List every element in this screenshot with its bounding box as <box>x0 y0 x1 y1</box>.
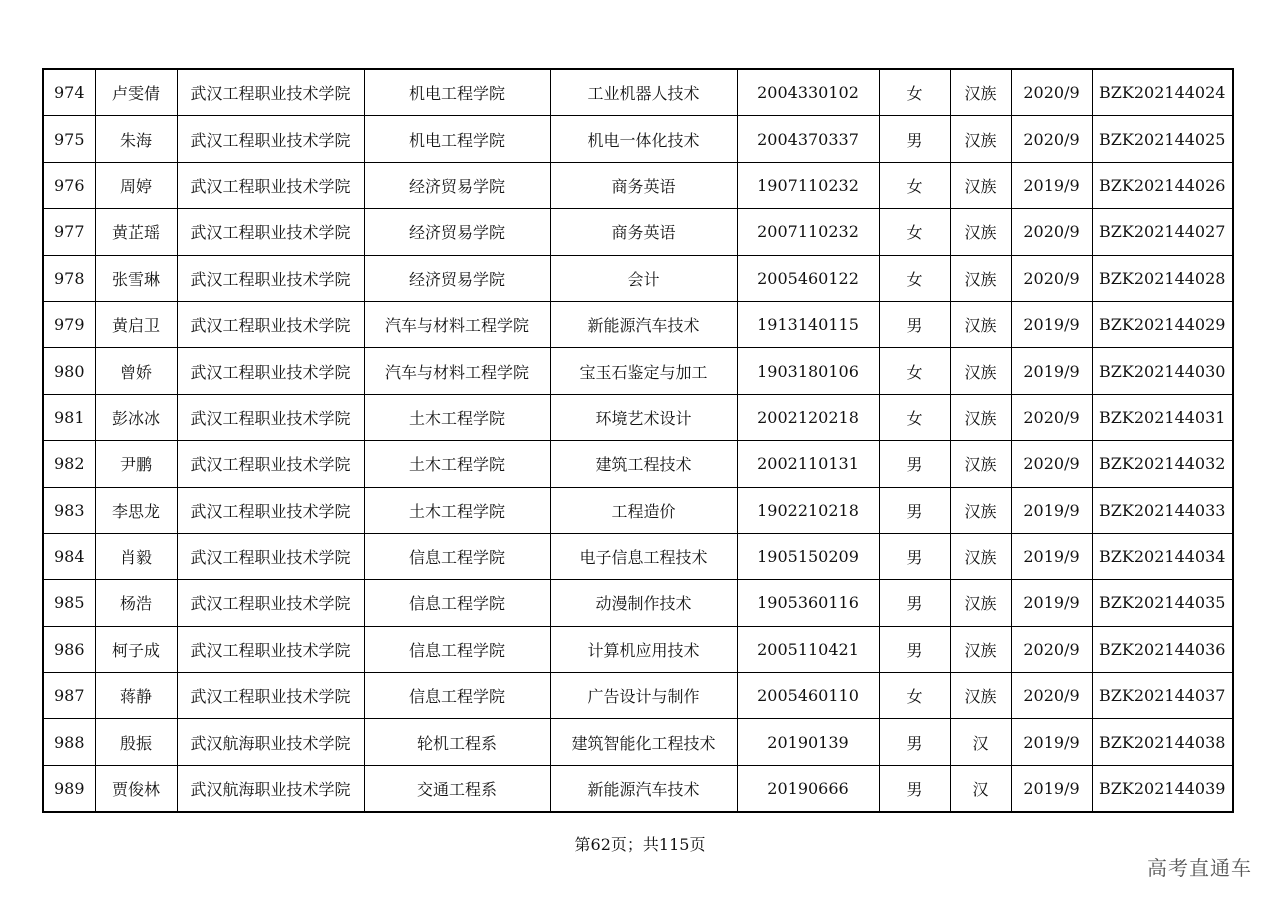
enrollment-date-cell: 2020/9 <box>1011 673 1092 719</box>
serial-number-cell: 983 <box>43 487 95 533</box>
school-cell: 武汉工程职业技术学院 <box>177 394 364 440</box>
table-row <box>43 394 1233 440</box>
gender-cell: 男 <box>879 301 950 347</box>
table-row <box>43 255 1233 301</box>
student-id-cell: 2002120218 <box>737 394 879 440</box>
enrollment-date-cell: 2019/9 <box>1011 580 1092 626</box>
certificate-number-cell: BZK202144034 <box>1092 533 1233 579</box>
gender-cell: 男 <box>879 487 950 533</box>
student-id-cell: 2004330102 <box>737 69 879 116</box>
student-name-cell: 彭冰冰 <box>95 394 177 440</box>
ethnicity-cell: 汉族 <box>950 116 1011 162</box>
enrollment-date-cell: 2019/9 <box>1011 348 1092 394</box>
student-id-cell: 2002110131 <box>737 441 879 487</box>
serial-number-cell: 987 <box>43 673 95 719</box>
ethnicity-cell: 汉族 <box>950 69 1011 116</box>
school-cell: 武汉工程职业技术学院 <box>177 348 364 394</box>
student-name-cell: 张雪琳 <box>95 255 177 301</box>
department-cell: 信息工程学院 <box>364 580 550 626</box>
student-id-cell: 1903180106 <box>737 348 879 394</box>
major-cell: 宝玉石鉴定与加工 <box>550 348 737 394</box>
table-row <box>43 533 1233 579</box>
ethnicity-cell: 汉族 <box>950 209 1011 255</box>
student-id-cell: 1905360116 <box>737 580 879 626</box>
major-cell: 新能源汽车技术 <box>550 765 737 812</box>
student-id-cell: 20190666 <box>737 765 879 812</box>
school-cell: 武汉工程职业技术学院 <box>177 162 364 208</box>
major-cell: 电子信息工程技术 <box>550 533 737 579</box>
student-id-cell: 1902210218 <box>737 487 879 533</box>
gender-cell: 男 <box>879 533 950 579</box>
department-cell: 土木工程学院 <box>364 487 550 533</box>
student-id-cell: 2005110421 <box>737 626 879 672</box>
serial-number-cell: 981 <box>43 394 95 440</box>
ethnicity-cell: 汉族 <box>950 441 1011 487</box>
student-name-cell: 黄启卫 <box>95 301 177 347</box>
student-id-cell: 2007110232 <box>737 209 879 255</box>
major-cell: 机电一体化技术 <box>550 116 737 162</box>
certificate-number-cell: BZK202144029 <box>1092 301 1233 347</box>
gender-cell: 男 <box>879 580 950 626</box>
gender-cell: 女 <box>879 348 950 394</box>
serial-number-cell: 975 <box>43 116 95 162</box>
serial-number-cell: 985 <box>43 580 95 626</box>
table-row <box>43 765 1233 812</box>
school-cell: 武汉工程职业技术学院 <box>177 69 364 116</box>
major-cell: 动漫制作技术 <box>550 580 737 626</box>
certificate-number-cell: BZK202144026 <box>1092 162 1233 208</box>
student-id-cell: 2005460110 <box>737 673 879 719</box>
enrollment-date-cell: 2019/9 <box>1011 719 1092 765</box>
student-roster-table <box>42 68 1234 813</box>
serial-number-cell: 984 <box>43 533 95 579</box>
serial-number-cell: 976 <box>43 162 95 208</box>
ethnicity-cell: 汉族 <box>950 301 1011 347</box>
enrollment-date-cell: 2020/9 <box>1011 394 1092 440</box>
department-cell: 经济贸易学院 <box>364 162 550 208</box>
table-row <box>43 719 1233 765</box>
table-row <box>43 441 1233 487</box>
school-cell: 武汉工程职业技术学院 <box>177 533 364 579</box>
gender-cell: 女 <box>879 69 950 116</box>
gender-cell: 男 <box>879 719 950 765</box>
table-row <box>43 116 1233 162</box>
page-number-footer: 第62页；共115页 <box>574 835 706 854</box>
gender-cell: 女 <box>879 394 950 440</box>
table-row <box>43 209 1233 255</box>
major-cell: 会计 <box>550 255 737 301</box>
major-cell: 建筑工程技术 <box>550 441 737 487</box>
serial-number-cell: 989 <box>43 765 95 812</box>
table-row <box>43 673 1233 719</box>
table-row <box>43 580 1233 626</box>
certificate-number-cell: BZK202144031 <box>1092 394 1233 440</box>
certificate-number-cell: BZK202144038 <box>1092 719 1233 765</box>
student-id-cell: 20190139 <box>737 719 879 765</box>
gender-cell: 女 <box>879 209 950 255</box>
student-id-cell: 1905150209 <box>737 533 879 579</box>
enrollment-date-cell: 2019/9 <box>1011 533 1092 579</box>
serial-number-cell: 974 <box>43 69 95 116</box>
student-name-cell: 贾俊林 <box>95 765 177 812</box>
table-row <box>43 348 1233 394</box>
enrollment-date-cell: 2019/9 <box>1011 765 1092 812</box>
student-id-cell: 1907110232 <box>737 162 879 208</box>
serial-number-cell: 982 <box>43 441 95 487</box>
ethnicity-cell: 汉族 <box>950 487 1011 533</box>
table-row <box>43 626 1233 672</box>
major-cell: 新能源汽车技术 <box>550 301 737 347</box>
gender-cell: 女 <box>879 162 950 208</box>
certificate-number-cell: BZK202144027 <box>1092 209 1233 255</box>
table-row <box>43 162 1233 208</box>
certificate-number-cell: BZK202144024 <box>1092 69 1233 116</box>
student-id-cell: 2005460122 <box>737 255 879 301</box>
certificate-number-cell: BZK202144039 <box>1092 765 1233 812</box>
student-name-cell: 尹鹏 <box>95 441 177 487</box>
department-cell: 机电工程学院 <box>364 69 550 116</box>
gender-cell: 男 <box>879 116 950 162</box>
certificate-number-cell: BZK202144033 <box>1092 487 1233 533</box>
major-cell: 环境艺术设计 <box>550 394 737 440</box>
school-cell: 武汉工程职业技术学院 <box>177 301 364 347</box>
student-name-cell: 曾娇 <box>95 348 177 394</box>
school-cell: 武汉工程职业技术学院 <box>177 255 364 301</box>
department-cell: 轮机工程系 <box>364 719 550 765</box>
department-cell: 经济贸易学院 <box>364 209 550 255</box>
ethnicity-cell: 汉族 <box>950 533 1011 579</box>
student-name-cell: 黄芷瑶 <box>95 209 177 255</box>
ethnicity-cell: 汉 <box>950 719 1011 765</box>
department-cell: 汽车与材料工程学院 <box>364 301 550 347</box>
watermark-text: 高考直通车 <box>1147 856 1252 880</box>
ethnicity-cell: 汉族 <box>950 348 1011 394</box>
major-cell: 广告设计与制作 <box>550 673 737 719</box>
ethnicity-cell: 汉族 <box>950 394 1011 440</box>
student-id-cell: 2004370337 <box>737 116 879 162</box>
school-cell: 武汉工程职业技术学院 <box>177 626 364 672</box>
gender-cell: 女 <box>879 673 950 719</box>
student-name-cell: 周婷 <box>95 162 177 208</box>
serial-number-cell: 986 <box>43 626 95 672</box>
gender-cell: 女 <box>879 255 950 301</box>
ethnicity-cell: 汉族 <box>950 162 1011 208</box>
major-cell: 计算机应用技术 <box>550 626 737 672</box>
school-cell: 武汉工程职业技术学院 <box>177 673 364 719</box>
department-cell: 信息工程学院 <box>364 673 550 719</box>
department-cell: 机电工程学院 <box>364 116 550 162</box>
department-cell: 土木工程学院 <box>364 394 550 440</box>
table-row <box>43 487 1233 533</box>
major-cell: 工程造价 <box>550 487 737 533</box>
serial-number-cell: 988 <box>43 719 95 765</box>
certificate-number-cell: BZK202144025 <box>1092 116 1233 162</box>
ethnicity-cell: 汉族 <box>950 580 1011 626</box>
serial-number-cell: 980 <box>43 348 95 394</box>
student-name-cell: 蒋静 <box>95 673 177 719</box>
student-name-cell: 卢雯倩 <box>95 69 177 116</box>
certificate-number-cell: BZK202144028 <box>1092 255 1233 301</box>
enrollment-date-cell: 2020/9 <box>1011 69 1092 116</box>
certificate-number-cell: BZK202144036 <box>1092 626 1233 672</box>
school-cell: 武汉工程职业技术学院 <box>177 116 364 162</box>
major-cell: 商务英语 <box>550 209 737 255</box>
school-cell: 武汉航海职业技术学院 <box>177 719 364 765</box>
major-cell: 建筑智能化工程技术 <box>550 719 737 765</box>
enrollment-date-cell: 2020/9 <box>1011 255 1092 301</box>
ethnicity-cell: 汉族 <box>950 626 1011 672</box>
table-row <box>43 301 1233 347</box>
student-name-cell: 李思龙 <box>95 487 177 533</box>
student-name-cell: 朱海 <box>95 116 177 162</box>
school-cell: 武汉工程职业技术学院 <box>177 487 364 533</box>
certificate-number-cell: BZK202144030 <box>1092 348 1233 394</box>
student-name-cell: 杨浩 <box>95 580 177 626</box>
ethnicity-cell: 汉族 <box>950 255 1011 301</box>
department-cell: 交通工程系 <box>364 765 550 812</box>
ethnicity-cell: 汉 <box>950 765 1011 812</box>
ethnicity-cell: 汉族 <box>950 673 1011 719</box>
roster-sheet <box>42 68 1232 813</box>
enrollment-date-cell: 2020/9 <box>1011 209 1092 255</box>
serial-number-cell: 979 <box>43 301 95 347</box>
department-cell: 信息工程学院 <box>364 533 550 579</box>
table-row <box>43 69 1233 116</box>
certificate-number-cell: BZK202144037 <box>1092 673 1233 719</box>
enrollment-date-cell: 2019/9 <box>1011 162 1092 208</box>
enrollment-date-cell: 2020/9 <box>1011 116 1092 162</box>
gender-cell: 男 <box>879 441 950 487</box>
enrollment-date-cell: 2019/9 <box>1011 487 1092 533</box>
department-cell: 汽车与材料工程学院 <box>364 348 550 394</box>
serial-number-cell: 977 <box>43 209 95 255</box>
major-cell: 商务英语 <box>550 162 737 208</box>
enrollment-date-cell: 2019/9 <box>1011 301 1092 347</box>
student-name-cell: 柯子成 <box>95 626 177 672</box>
department-cell: 信息工程学院 <box>364 626 550 672</box>
school-cell: 武汉工程职业技术学院 <box>177 580 364 626</box>
school-cell: 武汉工程职业技术学院 <box>177 209 364 255</box>
gender-cell: 男 <box>879 765 950 812</box>
student-name-cell: 肖毅 <box>95 533 177 579</box>
major-cell: 工业机器人技术 <box>550 69 737 116</box>
student-id-cell: 1913140115 <box>737 301 879 347</box>
enrollment-date-cell: 2020/9 <box>1011 441 1092 487</box>
department-cell: 土木工程学院 <box>364 441 550 487</box>
gender-cell: 男 <box>879 626 950 672</box>
serial-number-cell: 978 <box>43 255 95 301</box>
enrollment-date-cell: 2020/9 <box>1011 626 1092 672</box>
certificate-number-cell: BZK202144032 <box>1092 441 1233 487</box>
roster-body <box>43 69 1233 812</box>
school-cell: 武汉航海职业技术学院 <box>177 765 364 812</box>
school-cell: 武汉工程职业技术学院 <box>177 441 364 487</box>
student-name-cell: 殷振 <box>95 719 177 765</box>
department-cell: 经济贸易学院 <box>364 255 550 301</box>
certificate-number-cell: BZK202144035 <box>1092 580 1233 626</box>
